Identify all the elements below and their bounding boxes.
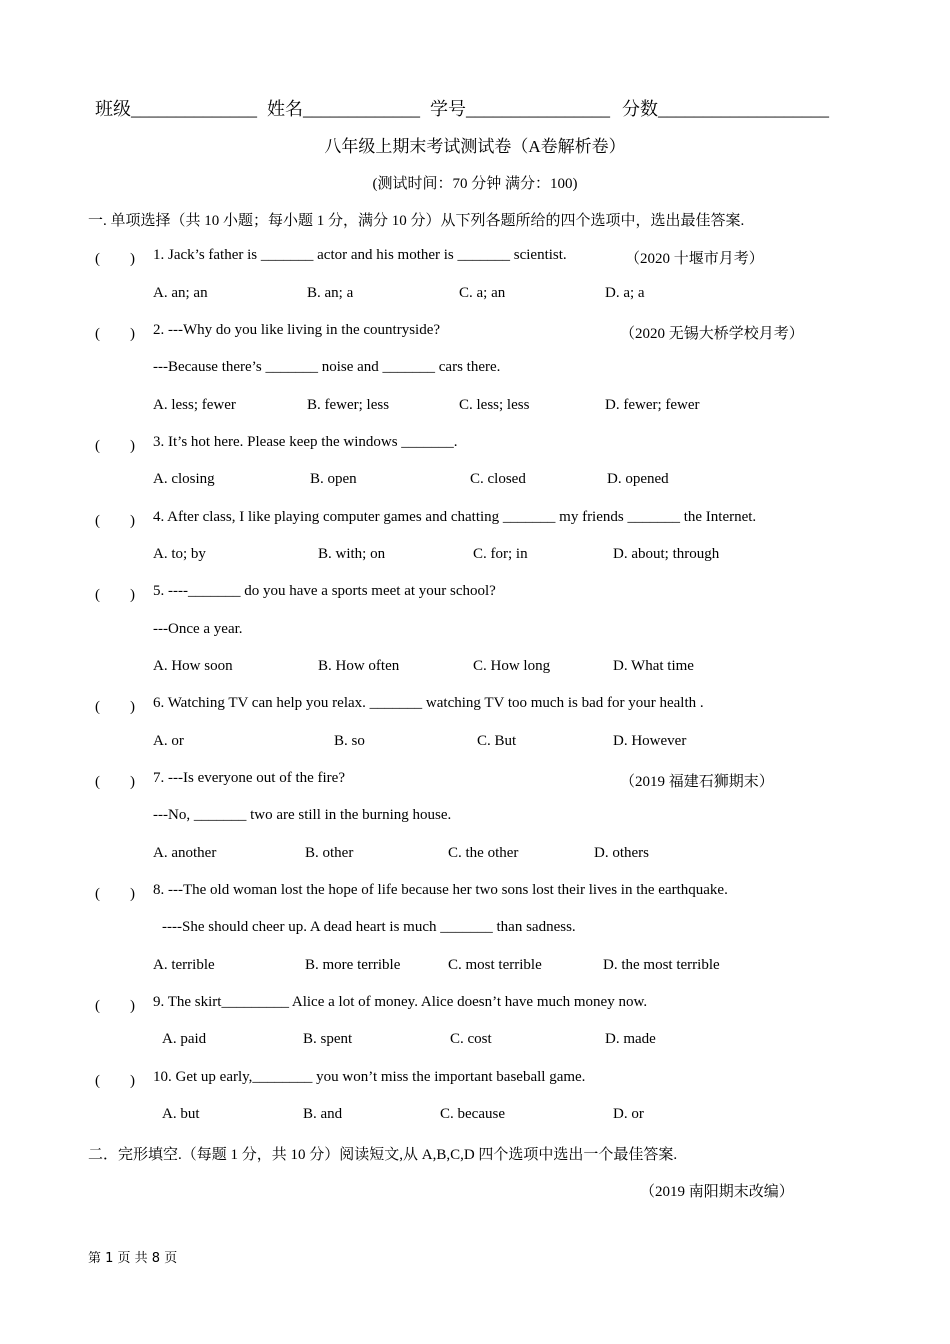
q6-option-d: D. However (613, 733, 687, 749)
q10-option-c: C. because (440, 1106, 505, 1122)
question-3-text: 3. It’s hot here. Please keep the windows _______. (153, 434, 458, 450)
q7-option-b: B. other (305, 845, 354, 861)
q1-option-b: B. an; a (307, 285, 354, 301)
question-10-text: 10. Get up early,________ you won’t miss the important baseball game. (153, 1069, 586, 1085)
q1-option-c: C. a; an (459, 285, 506, 301)
page-subtitle: (测试时间：70 分钟 满分：100) (372, 176, 578, 192)
question-6-text: 6. Watching TV can help you relax. _______ watching TV too much is bad for your health . (153, 695, 704, 711)
q8-option-c: C. most terrible (448, 957, 542, 973)
q6-option-c: C. But (477, 733, 517, 749)
question-1-source: （2020 十堰市月考） (625, 251, 764, 267)
q4-option-c: C. for; in (473, 546, 528, 562)
q6-option-a: A. or (153, 733, 184, 749)
page-title: 八年级上期末考试测试卷（A卷解析卷） (324, 137, 626, 156)
q2-option-d: D. fewer; fewer (605, 397, 700, 413)
q5-option-d: D. What time (613, 658, 694, 674)
question-8-line2: ----She should cheer up. A dead heart is much _______ than sadness. (162, 919, 576, 935)
q8-option-a: A. terrible (153, 957, 215, 973)
section2-source: （2019 南阳期末改编） (640, 1184, 794, 1200)
section1-heading: 一. 单项选择（共 10 小题；每小题 1 分，满分 10 分）从下列各题所给的四个选项中，选出最佳答案. (88, 213, 745, 229)
q3-option-c: C. closed (470, 471, 526, 487)
q1-option-d: D. a; a (605, 285, 645, 301)
question-4-text: 4. After class, I like playing computer games and chatting _______ my friends _______ the Internet. (153, 509, 757, 525)
q10-option-d: D. or (613, 1106, 644, 1122)
score-field: 分数___________________ (622, 99, 829, 119)
q3-option-d: D. opened (607, 471, 669, 487)
answer-blank[interactable]: ( ) (95, 886, 135, 902)
student-id-field: 学号________________ (430, 99, 610, 119)
answer-blank[interactable]: ( ) (95, 513, 135, 529)
q9-option-a: A. paid (162, 1031, 207, 1047)
answer-blank[interactable]: ( ) (95, 587, 135, 603)
question-2-line2: ---Because there’s _______ noise and _______ cars there. (153, 359, 501, 375)
question-7-source: （2019 福建石狮期末） (620, 774, 774, 790)
q2-option-c: C. less; less (459, 397, 530, 413)
section2-heading: 二．完形填空.（每题 1 分，共 10 分）阅读短文,从 A,B,C,D 四个选项中选出一个最佳答案. (88, 1147, 678, 1163)
question-9-text: 9. The skirt_________ Alice a lot of money. Alice doesn’t have much money now. (153, 994, 648, 1010)
name-field: 姓名_____________ (267, 99, 420, 119)
q7-option-a: A. another (153, 845, 217, 861)
q8-option-d: D. the most terrible (603, 957, 720, 973)
question-7-text: 7. ---Is everyone out of the fire? (153, 770, 345, 786)
question-5-text: 5. ----_______ do you have a sports meet at your school? (153, 583, 496, 599)
q9-option-c: C. cost (450, 1031, 492, 1047)
question-2-source: （2020 无锡大桥学校月考） (620, 326, 804, 342)
answer-blank[interactable]: ( ) (95, 438, 135, 454)
q10-option-a: A. but (162, 1106, 200, 1122)
q7-option-d: D. others (594, 845, 649, 861)
q4-option-b: B. with; on (318, 546, 386, 562)
q3-option-a: A. closing (153, 471, 215, 487)
class-field: 班级______________ (95, 99, 257, 119)
q2-option-a: A. less; fewer (153, 397, 236, 413)
q9-option-d: D. made (605, 1031, 656, 1047)
q8-option-b: B. more terrible (305, 957, 401, 973)
question-5-line2: ---Once a year. (153, 621, 243, 637)
q10-option-b: B. and (303, 1106, 343, 1122)
answer-blank[interactable]: ( ) (95, 1073, 135, 1089)
q4-option-a: A. to; by (153, 546, 206, 562)
q5-option-c: C. How long (473, 658, 551, 674)
question-8-text: 8. ---The old woman lost the hope of life because her two sons lost their lives in the earthquake. (153, 882, 728, 898)
q5-option-b: B. How often (318, 658, 400, 674)
q9-option-b: B. spent (303, 1031, 353, 1047)
answer-blank[interactable]: ( ) (95, 998, 135, 1014)
answer-blank[interactable]: ( ) (95, 774, 135, 790)
q3-option-b: B. open (310, 471, 357, 487)
q1-option-a: A. an; an (153, 285, 208, 301)
answer-blank[interactable]: ( ) (95, 251, 135, 267)
question-2-text: 2. ---Why do you like living in the countryside? (153, 322, 441, 338)
question-1-text: 1. Jack’s father is _______ actor and his mother is _______ scientist. (153, 247, 567, 263)
question-7-line2: ---No, _______ two are still in the burning house. (153, 807, 452, 823)
answer-blank[interactable]: ( ) (95, 326, 135, 342)
q2-option-b: B. fewer; less (307, 397, 390, 413)
answer-blank[interactable]: ( ) (95, 699, 135, 715)
q6-option-b: B. so (334, 733, 365, 749)
q7-option-c: C. the other (448, 845, 519, 861)
q4-option-d: D. about; through (613, 546, 720, 562)
page-footer: 第 1 页 共 8 页 (88, 1251, 178, 1266)
q5-option-a: A. How soon (153, 658, 233, 674)
